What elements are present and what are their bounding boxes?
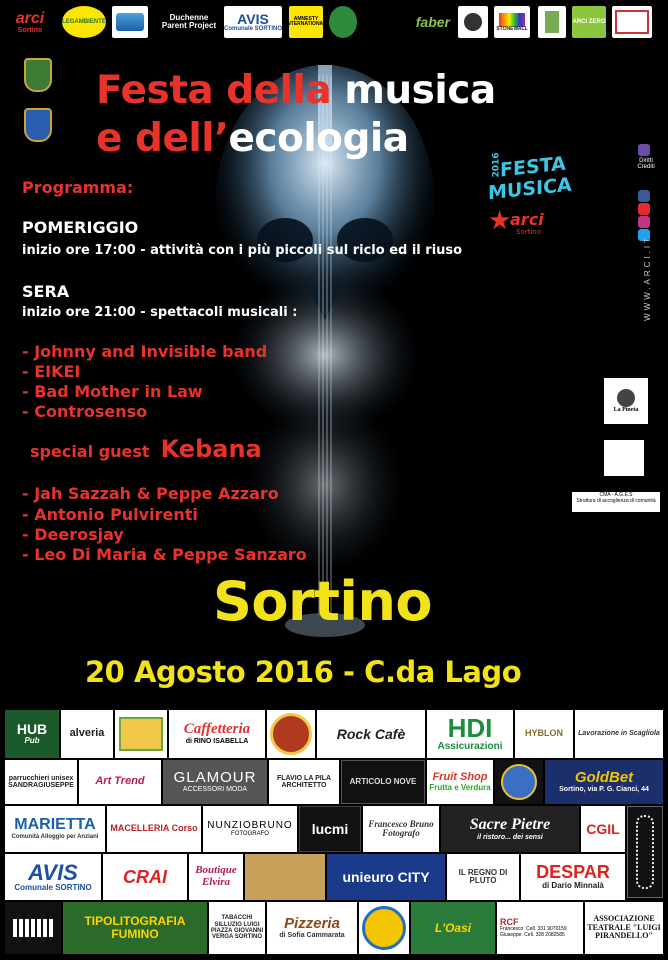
evening-label: SERA (22, 282, 70, 301)
sponsor-crai: CRAI (103, 854, 187, 900)
cafetteria-sub: di RINO ISABELLA (185, 738, 249, 746)
side-icon-1 (638, 144, 650, 156)
sponsor-avis-comunale (5, 854, 101, 900)
festa-logo-festa: FESTA (500, 152, 566, 182)
website-vertical: WWW.ARCI.IT (643, 235, 652, 321)
legambiente-logo: LEGAMBIENTE (62, 6, 106, 38)
sponsor-tipolitografia: TIPOLITOGRAFIA FUMINO (63, 902, 207, 954)
sponsor-hyblon: HYBLON (515, 710, 573, 758)
hub-text: HUB (16, 721, 48, 738)
sponsor-piano-badge (5, 902, 61, 954)
rcf-text: RCF (500, 917, 519, 928)
evening-text: inizio ore 21:00 - spettacoli musicali : (22, 305, 298, 320)
band-item: - Controsenso (22, 402, 148, 421)
sponsor-rcf (497, 902, 583, 954)
tree-icon (617, 389, 635, 407)
festa-musica-logo (480, 142, 576, 246)
sponsor-pizzeria (267, 902, 357, 954)
sponsor-regno-pluto: IL REGNO DI PLUTO (447, 854, 519, 900)
despar-text: DESPAR (536, 862, 610, 883)
sponsor-associazione-teatrale: ASSOCIAZIONE TEATRALE "LUIGI PIRANDELLO" (585, 902, 663, 954)
cma-sub: Struttura di accoglienza di comunità (576, 498, 656, 504)
nunzio-text: NUNZIOBRUNO (207, 819, 293, 831)
fruit-sub: Frutta e Verdura (429, 782, 491, 792)
sponsor-round-badge (267, 710, 315, 758)
sacre-text: Sacre Pietre (469, 815, 551, 833)
sponsor-caffetteria (169, 710, 265, 758)
festa-logo-star-icon: ★ (488, 206, 512, 236)
sponsor-bakery (115, 710, 167, 758)
title-white-2: ecologia (228, 116, 409, 161)
small-logo-3 (612, 6, 652, 38)
glamour-sub: ACCESSORI MODA (182, 786, 248, 794)
hub-sub: Pub (24, 736, 40, 746)
sponsor-tabacchi: TABACCHI SILLUZIO LUIGI PIAZZA GIOVANNI VERGA SORTINO (209, 902, 265, 954)
instagram-icon (638, 216, 650, 228)
sponsor-fruit-shop (427, 760, 493, 804)
festa-logo-arci: arci (510, 210, 544, 229)
band-item: - EIKEI (22, 362, 81, 381)
sponsor-sandra-giuseppe: parrucchieri unisex SANDRAGIUSEPPE (5, 760, 77, 804)
cafetteria-text: Caffetteria (183, 721, 251, 738)
band-item: - Deerosjay (22, 525, 124, 544)
special-guest-label: special guest (30, 442, 150, 461)
avis2-sub: Comunale SORTINO (14, 883, 92, 893)
program-heading: Programma: (22, 178, 134, 197)
marietta-sub: Comunità Alloggio per Anziani (11, 834, 99, 841)
glamour-text: GLAMOUR (173, 769, 257, 787)
sponsor-cgil: CGIL (581, 806, 625, 852)
sponsor-lucmi: lucmi (299, 806, 361, 852)
crest-province-icon (24, 108, 52, 142)
place-name: Sortino (213, 570, 432, 633)
sponsor-macelleria: MACELLERIA Corso (107, 806, 201, 852)
goldbet-text: GoldBet (574, 769, 634, 787)
sponsor-music-badge (495, 760, 543, 804)
duchenne-logo: Duchenne Parent Project (160, 6, 218, 38)
fruit-text: Fruit Shop (432, 771, 488, 784)
sponsor-despar (521, 854, 625, 900)
giuseppe-cell: Giuseppe: Cell. 328 2082585 (500, 931, 565, 938)
faber-logo: faber (366, 6, 450, 38)
sponsor-food-photo (245, 854, 325, 900)
sponsor-sacre-pietre (441, 806, 579, 852)
afternoon-label: POMERIGGIO (22, 218, 139, 237)
hdi-sub: Assicurazioni (437, 741, 503, 753)
special-guest-name: Kebana (160, 435, 262, 463)
festa-logo-musica: MUSICA (488, 173, 572, 205)
la-pineta-text: La Pineta (613, 407, 639, 413)
festival-title-line1 (96, 68, 496, 113)
crest-sortino-icon (24, 58, 52, 92)
pizzeria-sub: di Sofia Cammarata (279, 932, 345, 940)
despar-sub: di Dario Minnalà (542, 881, 604, 891)
sponsor-boutique-elvira: Boutique Elvira (189, 854, 243, 900)
sacre-sub: il ristoro... dei sensi (477, 833, 543, 841)
title-white-1: musica (344, 68, 496, 113)
sponsor-marietta (5, 806, 105, 852)
youtube-icon (638, 203, 650, 215)
special-guest (30, 435, 262, 463)
elephant-logo-icon (604, 440, 644, 476)
round-green-logo (329, 6, 357, 38)
sponsor-arredamenti (627, 806, 663, 898)
association-logo-blue (112, 6, 148, 38)
title-red-2: e dell’ (96, 116, 229, 161)
sponsor-scagliola: Lavorazione in Scagliola (575, 710, 663, 758)
arci-logo (4, 6, 56, 38)
event-date: 20 Agosto 2016 - C.da Lago (85, 655, 522, 689)
band-item: - Antonio Pulvirenti (22, 505, 198, 524)
sponsor-articolo-nove: ARTICOLO NOVE (341, 760, 425, 804)
sponsor-art-trend: Art Trend (79, 760, 161, 804)
avis-top-sub: Comunale SORTINO (224, 26, 283, 32)
band-item: - Johnny and Invisible band (22, 342, 268, 361)
goldbet-sub: Sortino, via P. G. Cianci, 44 (559, 786, 649, 794)
la-pineta-logo (604, 378, 648, 424)
sponsor-nunzio-bruno (203, 806, 297, 852)
francesco-cell: Francesco: Cell. 331 9070159 (500, 926, 567, 933)
avis2-text: AVIS (28, 860, 78, 886)
band-item: - Leo Di Maria & Peppe Sanzaro (22, 545, 307, 564)
diritti-crediti-text: Diritti Crediti (637, 158, 655, 170)
arci-logo-sub: Sortino (17, 26, 43, 34)
pizzeria-text: Pizzeria (284, 915, 340, 933)
small-logo-2 (538, 6, 566, 38)
title-red-1: Festa della (96, 68, 332, 113)
sponsor-round-blue (359, 902, 409, 954)
arci-zero-logo: ARCI ZERO (572, 6, 606, 38)
stonewall-text: STONEWALL (496, 25, 528, 32)
sponsor-hub-pub (5, 710, 59, 758)
band-item: - Jah Sazzah & Peppe Azzaro (22, 484, 279, 503)
festa-logo-year: 2016 (491, 152, 502, 178)
amnesty-logo: AMNESTY INTERNATIONAL (289, 6, 323, 38)
sponsor-alveria: alveria (61, 710, 113, 758)
sponsor-oasi: L'Oasi (411, 902, 495, 954)
sponsor-goldbet (545, 760, 663, 804)
sponsor-francesco-bruno: Francesco Bruno Fotografo (363, 806, 439, 852)
cma-logo (572, 492, 660, 512)
stonewall-logo (494, 6, 530, 38)
festa-logo-arci-sub: Sortino (516, 228, 542, 236)
facebook-icon (638, 190, 650, 202)
sponsor-unieuro: unieuro CITY (327, 854, 445, 900)
sponsor-architetto: FLAVIO LA PILA ARCHITETTO (269, 760, 339, 804)
sponsor-glamour (163, 760, 267, 804)
arci-logo-text: arci (15, 9, 45, 27)
afternoon-text: inizio ore 17:00 - attività con i più piccoli sul riclo ed il riuso (22, 243, 463, 258)
avis-top-text: AVIS (237, 11, 269, 27)
band-item: - Bad Mother in Law (22, 382, 203, 401)
marietta-text: MARIETTA (14, 816, 96, 834)
small-logo-1 (458, 6, 488, 38)
sponsor-rock-cafe: Rock Cafè (317, 710, 425, 758)
sponsor-hdi (427, 710, 513, 758)
festival-title-line2 (96, 116, 409, 161)
cma-text: CMA - A.G.E.S (599, 492, 633, 498)
nunzio-sub: FOTOGRAFO (231, 831, 269, 838)
avis-top-logo (224, 6, 282, 38)
hdi-text: HDI (447, 713, 493, 744)
